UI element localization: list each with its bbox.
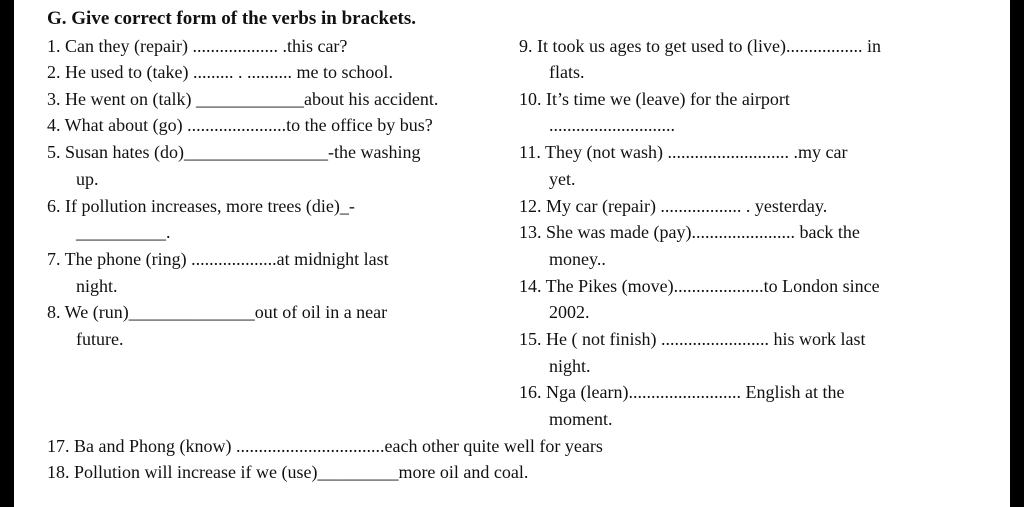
left-line-6: up. (76, 169, 99, 189)
right-line-4: ............................ (549, 115, 675, 135)
bottom-line-1: 17. Ba and Phong (know) .................................each other quite well for years (47, 436, 603, 456)
right-line-10: 14. The Pikes (move)....................to London since (519, 276, 880, 296)
right-line-6: yet. (549, 169, 576, 189)
left-line-10: night. (76, 276, 118, 296)
left-line-4: 4. What about (go) ......................to the office by bus? (47, 115, 433, 135)
right-line-3: 10. It’s time we (leave) for the airport (519, 89, 790, 109)
left-line-5: 5. Susan hates (do)________________-the washing (47, 142, 421, 162)
exercise-title: G. Give correct form of the verbs in brackets. (47, 8, 416, 29)
right-line-13: night. (549, 356, 591, 376)
right-line-1: 9. It took us ages to get used to (live)................. in (519, 36, 881, 56)
left-border (0, 0, 14, 507)
left-line-2: 2. He used to (take) ......... . .......... me to school. (47, 62, 393, 82)
left-line-3: 3. He went on (talk) ____________about his accident. (47, 89, 439, 109)
right-line-8: 13. She was made (pay)....................... back the (519, 222, 860, 242)
right-line-2: flats. (549, 62, 585, 82)
right-line-9: money.. (549, 249, 606, 269)
bottom-line-2: 18. Pollution will increase if we (use)_________more oil and coal. (47, 462, 529, 482)
right-border (1010, 0, 1024, 507)
right-line-11: 2002. (549, 302, 590, 322)
left-line-8: __________. (76, 222, 171, 242)
right-line-15: moment. (549, 409, 613, 429)
right-line-7: 12. My car (repair) .................. . yesterday. (519, 196, 828, 216)
left-line-7: 6. If pollution increases, more trees (die)_- (47, 196, 355, 216)
worksheet-page (14, 0, 1010, 507)
right-line-14: 16. Nga (learn)......................... English at the (519, 382, 845, 402)
left-line-12: future. (76, 329, 124, 349)
left-line-1: 1. Can they (repair) ................... .this car? (47, 36, 348, 56)
right-line-12: 15. He ( not finish) ........................ his work last (519, 329, 866, 349)
right-line-5: 11. They (not wash) ........................... .my car (519, 142, 848, 162)
left-line-11: 8. We (run)______________out of oil in a near (47, 302, 388, 322)
left-line-9: 7. The phone (ring) ...................at midnight last (47, 249, 389, 269)
